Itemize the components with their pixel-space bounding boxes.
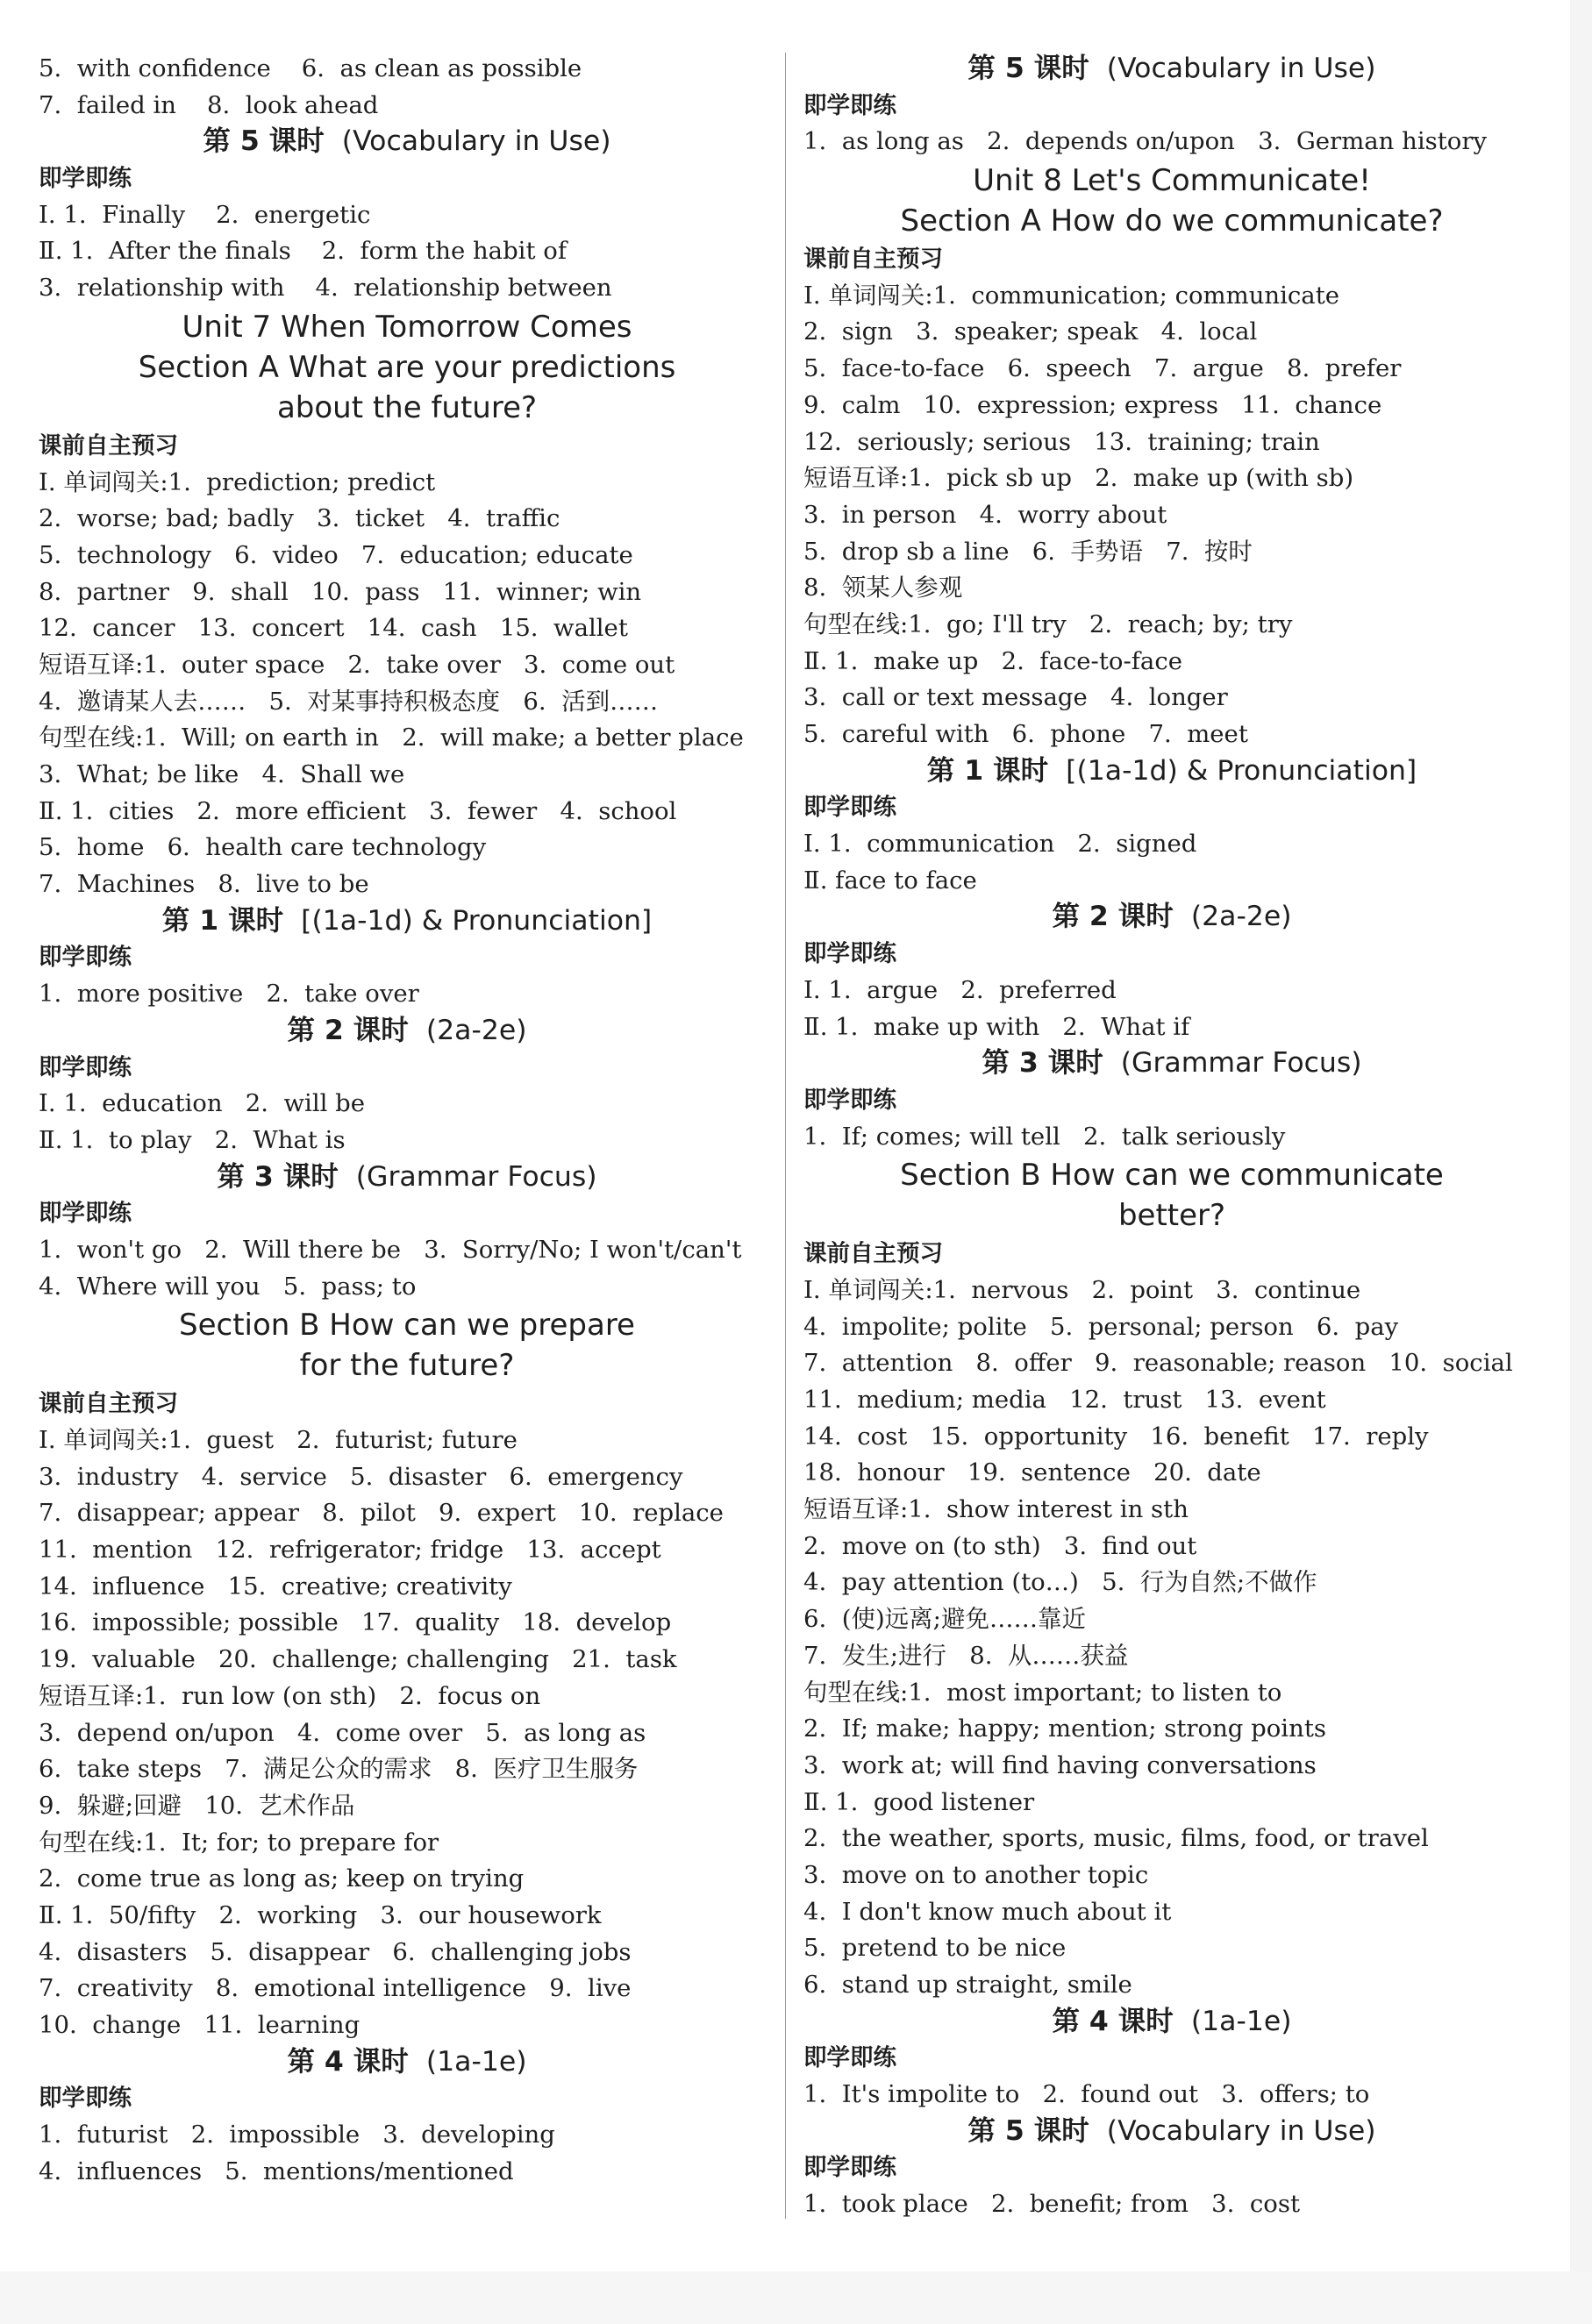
answer-line: 5. technology 6. video 7. education; educate	[39, 540, 633, 569]
answer-line: 5. face-to-face 6. speech 7. argue 8. prefer	[803, 354, 1402, 383]
answer-line: Ⅰ. 1. Finally 2. energetic	[39, 200, 371, 229]
answer-line: 短语互译:1. show interest in sth	[803, 1495, 1189, 1524]
answer-line: 3. depend on/upon 4. come over 5. as long as	[39, 1718, 646, 1747]
answer-line: 2. If; make; happy; mention; strong points	[803, 1714, 1326, 1743]
answer-line: 2. worse; bad; badly 3. ticket 4. traffic	[39, 504, 560, 533]
lesson-title: [(1a-1d) & Pronunciation]	[1048, 754, 1417, 787]
answer-line: 8. partner 9. shall 10. pass 11. winner; win	[39, 577, 642, 606]
lesson-title: (Vocabulary in Use)	[1089, 2114, 1376, 2147]
answer-line: 4. 邀请某人去…… 5. 对某事持积极态度 6. 活到……	[39, 687, 659, 716]
answer-line: 3. move on to another topic	[803, 1860, 1149, 1889]
answer-line: 1. as long as 2. depends on/upon 3. German history	[803, 127, 1488, 156]
lesson-heading	[803, 899, 1540, 936]
exercise-label: 即学即练	[803, 940, 896, 968]
answer-line: 短语互译:1. run low (on sth) 2. focus on	[39, 1681, 541, 1710]
lesson-number: 第 4 课时	[1052, 2005, 1174, 2037]
section-heading: Section B How can we prepare	[179, 1308, 635, 1344]
lesson-heading	[803, 2114, 1540, 2150]
lesson-title: (1a-1e)	[1173, 2005, 1292, 2037]
answer-line: 句型在线:1. Will; on earth in 2. will make; a better place	[39, 724, 744, 752]
answer-line: 12. seriously; serious 13. training; train	[803, 427, 1320, 456]
answer-line: 句型在线:1. go; I'll try 2. reach; by; try	[803, 610, 1293, 638]
answer-line: 4. disasters 5. disappear 6. challenging jobs	[39, 1937, 632, 1966]
lesson-number: 第 3 课时	[982, 1047, 1103, 1080]
answer-line: 5. home 6. health care technology	[39, 833, 487, 862]
answer-line: 3. in person 4. worry about	[803, 500, 1167, 529]
exercise-label: 即学即练	[803, 2154, 896, 2182]
answer-line: 1. more positive 2. take over	[39, 980, 419, 1009]
lesson-number: 第 4 课时	[287, 2045, 409, 2078]
answer-line: Ⅰ. 1. argue 2. preferred	[803, 975, 1117, 1004]
exercise-label: 课前自主预习	[39, 431, 178, 460]
answer-line: 11. mention 12. refrigerator; fridge 13. accept	[39, 1536, 661, 1565]
answer-line: 3. What; be like 4. Shall we	[39, 760, 405, 788]
section-heading: better?	[1117, 1198, 1226, 1234]
lesson-title: (2a-2e)	[408, 1014, 527, 1046]
answer-line: 8. 领某人参观	[803, 574, 963, 602]
answer-line: 7. 发生;进行 8. 从……获益	[803, 1641, 1129, 1670]
exercise-label: 即学即练	[803, 2044, 896, 2072]
answer-line: 6. stand up straight, smile	[803, 1971, 1132, 1999]
answer-line: 12. cancer 13. concert 14. cash 15. wallet	[39, 614, 628, 643]
answer-line: 11. medium; media 12. trust 13. event	[803, 1386, 1326, 1414]
exercise-label: 即学即练	[39, 2085, 132, 2113]
answer-line: 7. Machines 8. live to be	[39, 870, 369, 899]
answer-line: Ⅰ. 单词闯关:1. nervous 2. point 3. continue	[803, 1275, 1361, 1304]
answer-line: 4. impolite; polite 5. personal; person 6. pay	[803, 1312, 1399, 1341]
lesson-number: 第 1 课时	[926, 754, 1049, 787]
answer-line: Ⅰ. 单词闯关:1. guest 2. futurist; future	[39, 1426, 518, 1454]
lesson-heading	[803, 1045, 1540, 1082]
lesson-number: 第 2 课时	[1052, 901, 1174, 933]
lesson-number: 第 5 课时	[967, 53, 1089, 84]
answer-line: Ⅰ. 单词闯关:1. communication; communicate	[803, 281, 1340, 310]
column-divider	[785, 53, 786, 2219]
lesson-title: (Vocabulary in Use)	[324, 125, 611, 158]
exercise-label: 即学即练	[803, 91, 896, 119]
answer-line: 7. attention 8. offer 9. reasonable; reason 10. social	[803, 1349, 1513, 1378]
lesson-title: (Grammar Focus)	[338, 1160, 597, 1193]
lesson-heading	[39, 124, 775, 160]
exercise-label: 课前自主预习	[803, 246, 943, 274]
section-heading: Section A What are your predictions	[138, 349, 676, 385]
exercise-label: 课前自主预习	[39, 1390, 178, 1418]
right-column	[803, 51, 1540, 2223]
page-bottom-margin	[0, 2271, 1592, 2324]
answer-line: Ⅱ. face to face	[803, 866, 977, 895]
section-heading: for the future?	[299, 1348, 515, 1384]
answer-line: 句型在线:1. It; for; to prepare for	[39, 1828, 439, 1857]
answer-line: Ⅱ. 1. After the finals 2. form the habit of	[39, 237, 567, 266]
answer-line: Ⅱ. 1. make up with 2. What if	[803, 1012, 1190, 1041]
left-column	[39, 51, 775, 2190]
answer-line: Ⅰ. 1. education 2. will be	[39, 1089, 366, 1118]
section-heading: Section B How can we communicate	[900, 1158, 1444, 1194]
lesson-heading	[39, 903, 775, 940]
answer-line: Ⅱ. 1. good listener	[803, 1787, 1035, 1816]
answer-line: 16. impossible; possible 17. quality 18. develop	[39, 1608, 672, 1637]
lesson-heading	[803, 753, 1540, 790]
answer-line: 14. cost 15. opportunity 16. benefit 17. reply	[803, 1422, 1429, 1451]
lesson-heading	[39, 2044, 775, 2081]
answer-line: 6. take steps 7. 满足公众的需求 8. 医疗卫生服务	[39, 1755, 639, 1784]
lesson-heading	[39, 1013, 775, 1050]
answer-line: 18. honour 19. sentence 20. date	[803, 1458, 1261, 1487]
section-heading: Unit 8 Let's Communicate!	[973, 163, 1371, 199]
answer-line: 1. futurist 2. impossible 3. developing	[39, 2121, 555, 2149]
answer-line: Ⅱ. 1. cities 2. more efficient 3. fewer 4. school	[39, 796, 677, 825]
answer-line: 句型在线:1. most important; to listen to	[803, 1678, 1282, 1707]
answer-line: 1. If; comes; will tell 2. talk seriously	[803, 1122, 1286, 1151]
lesson-title: [(1a-1d) & Pronunciation]	[283, 904, 653, 937]
section-heading: Unit 7 When Tomorrow Comes	[182, 309, 632, 345]
lesson-title: (Grammar Focus)	[1103, 1047, 1362, 1080]
answer-line: 2. sign 3. speaker; speak 4. local	[803, 317, 1258, 346]
lesson-number: 第 5 课时	[203, 125, 325, 158]
answer-line: 7. disappear; appear 8. pilot 9. expert 10. replace	[39, 1499, 724, 1528]
answer-line: 19. valuable 20. challenge; challenging 21. task	[39, 1645, 677, 1674]
answer-line: 3. relationship with 4. relationship between	[39, 274, 612, 303]
section-heading: about the future?	[276, 389, 538, 425]
answer-line: 1. It's impolite to 2. found out 3. offers; to	[803, 2080, 1370, 2109]
lesson-number: 第 1 课时	[161, 904, 284, 937]
lesson-number: 第 2 课时	[287, 1014, 409, 1046]
lesson-heading	[803, 2004, 1540, 2041]
answer-line: 5. careful with 6. phone 7. meet	[803, 720, 1248, 748]
answer-line: 3. industry 4. service 5. disaster 6. emergency	[39, 1462, 683, 1491]
section-heading: Section A How do we communicate?	[900, 203, 1444, 239]
answer-line: 9. 躲避;回避 10. 艺术作品	[39, 1791, 355, 1820]
lesson-heading	[39, 1159, 775, 1196]
answer-line: 5. drop sb a line 6. 手势语 7. 按时	[803, 537, 1253, 566]
answer-line: 1. won't go 2. Will there be 3. Sorry/No; I won't/can't	[39, 1235, 742, 1264]
answer-line: 3. call or text message 4. longer	[803, 683, 1228, 712]
exercise-label: 即学即练	[39, 944, 132, 972]
answer-line: Ⅱ. 1. to play 2. What is	[39, 1125, 346, 1154]
answer-line: 短语互译:1. pick sb up 2. make up (with sb)	[803, 464, 1354, 493]
answer-line: Ⅰ. 1. communication 2. signed	[803, 830, 1197, 859]
exercise-label: 即学即练	[803, 1086, 896, 1114]
answer-line: 4. influences 5. mentions/mentioned	[39, 2156, 514, 2185]
exercise-label: 即学即练	[39, 1200, 132, 1228]
lesson-title: (Vocabulary in Use)	[1089, 53, 1376, 84]
lesson-title: (1a-1e)	[408, 2045, 527, 2078]
page-edge-shade	[1570, 0, 1592, 2324]
lesson-title: (2a-2e)	[1173, 901, 1292, 933]
answer-line: 短语互译:1. outer space 2. take over 3. come out	[39, 650, 675, 679]
answer-line: Ⅱ. 1. 50/fifty 2. working 3. our housework	[39, 1900, 602, 1929]
answer-line: 6. (使)远离;避免……靠近	[803, 1605, 1086, 1634]
answer-line: 9. calm 10. expression; express 11. chance	[803, 390, 1382, 419]
exercise-label: 即学即练	[39, 165, 132, 193]
answer-line: 5. with confidence 6. as clean as possible	[39, 54, 582, 82]
answer-line: 5. pretend to be nice	[803, 1934, 1067, 1963]
answer-line: 4. pay attention (to…) 5. 行为自然;不做作	[803, 1568, 1317, 1597]
answer-line: Ⅰ. 单词闯关:1. prediction; predict	[39, 467, 436, 496]
lesson-heading	[803, 51, 1540, 88]
answer-line: 1. took place 2. benefit; from 3. cost	[803, 2190, 1300, 2219]
answer-line: 2. the weather, sports, music, films, food, or travel	[803, 1824, 1429, 1853]
answer-line: 3. work at; will find having conversations	[803, 1750, 1317, 1779]
answer-line: Ⅱ. 1. make up 2. face-to-face	[803, 646, 1182, 675]
answer-line: 2. move on (to sth) 3. find out	[803, 1531, 1197, 1560]
answer-line: 10. change 11. learning	[39, 2011, 361, 2039]
answer-line: 7. creativity 8. emotional intelligence 9. live	[39, 1974, 632, 2003]
answer-line: 7. failed in 8. look ahead	[39, 90, 379, 119]
answer-line: 4. I don't know much about it	[803, 1897, 1172, 1926]
exercise-label: 即学即练	[39, 1053, 132, 1081]
lesson-number: 第 3 课时	[217, 1160, 339, 1193]
exercise-label: 课前自主预习	[803, 1240, 943, 1268]
exercise-label: 即学即练	[803, 794, 896, 822]
answer-line: 2. come true as long as; keep on trying	[39, 1864, 525, 1893]
lesson-number: 第 5 课时	[967, 2114, 1089, 2147]
answer-line: 4. Where will you 5. pass; to	[39, 1272, 417, 1301]
answer-line: 14. influence 15. creative; creativity	[39, 1572, 512, 1600]
